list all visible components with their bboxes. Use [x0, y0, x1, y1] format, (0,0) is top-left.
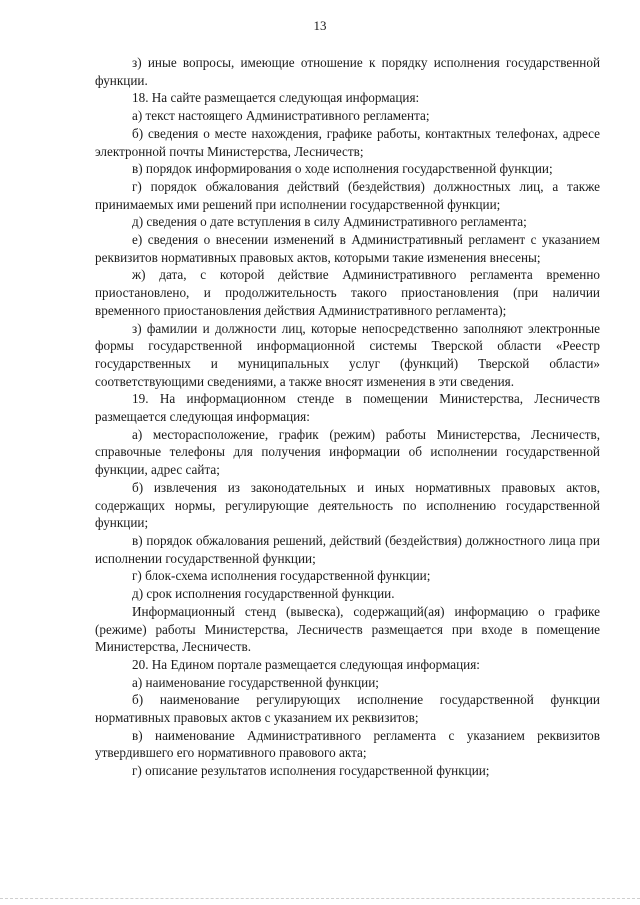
paragraph-19-v: в) порядок обжалования решений, действий (бездействия) должностного лица при исполнении государственной функции; — [95, 532, 600, 566]
paragraph-18-website-info: 18. На сайте размещается следующая информация: — [132, 90, 420, 106]
paragraph-19-g: г) блок-схема исполнения государственной функции; — [132, 568, 431, 584]
paragraph-18-b: б) сведения о месте нахождения, графике работы, контактных телефонах, адресе электронной почты Министерства, Лесничеств; — [95, 125, 600, 159]
scan-edge-line — [0, 898, 640, 899]
page-number: 13 — [313, 18, 327, 33]
paragraph-20-v: в) наименование Административного регламента с указанием реквизитов утвердившего его нормативного правового акта; — [95, 727, 600, 761]
paragraph-18-g: г) порядок обжалования действий (бездействия) должностных лиц, а также принимаемых ими решений при исполнении государственной функции; — [95, 178, 600, 212]
paragraph-20-g: г) описание результатов исполнения государственной функции; — [132, 763, 490, 779]
document-body — [95, 54, 600, 780]
paragraph-18-zh: ж) дата, с которой действие Административного регламента временно приостановлено, и продолжительность такого приостановления (при наличии временного приостановления действия Административного регламента); — [95, 267, 600, 318]
paragraph-18-e: е) сведения о внесении изменений в Административный регламент с указанием реквизитов нормативных правовых актов, которыми такие изменения внесены; — [95, 232, 600, 265]
paragraph-18-a: а) текст настоящего Административного регламента; — [132, 108, 430, 124]
paragraph-19-info-stand: 19. На информационном стенде в помещении Министерства, Лесничеств размещается следующая информация: — [95, 391, 600, 425]
paragraph-19-b: б) извлечения из законодательных и иных нормативных правовых актов, содержащих нормы, регулирующие деятельность по исполнению государственной функции; — [95, 479, 600, 531]
paragraph-19-signboard: Информационный стенд (вывеска), содержащий(ая) информацию о графике (режиме) работы Министерства, Лесничеств размещается при входе в помещение Министерства, Лесничеств. — [95, 603, 600, 655]
paragraph-18-d: д) сведения о дате вступления в силу Административного регламента; — [132, 214, 527, 230]
paragraph-item-z-other-questions: з) иные вопросы, имеющие отношение к порядку исполнения государственной функции. — [95, 55, 600, 88]
paragraph-20-b: б) наименование регулирующих исполнение государственной функции нормативных правовых актов с указанием их реквизитов; — [95, 692, 600, 726]
paragraph-19-d: д) срок исполнения государственной функции. — [132, 586, 395, 602]
paragraph-18-z: з) фамилии и должности лиц, которые непосредственно заполняют электронные формы государственной информационной системы Тверской области «Реестр государственных и муниципальных услуг (функций) Тверской области» соответствующими сведениями, а также вносят изменения в эти сведения. — [95, 320, 600, 389]
paragraph-19-a: а) месторасположение, график (режим) работы Министерства, Лесничеств, справочные телефоны для получения информации об исполнении государственной функции, адрес сайта; — [95, 426, 600, 478]
paragraph-18-v: в) порядок информирования о ходе исполнения государственной функции; — [132, 161, 553, 177]
paragraph-20-unified-portal: 20. На Едином портале размещается следующая информация: — [132, 656, 480, 672]
paragraph-20-a: а) наименование государственной функции; — [132, 674, 379, 690]
